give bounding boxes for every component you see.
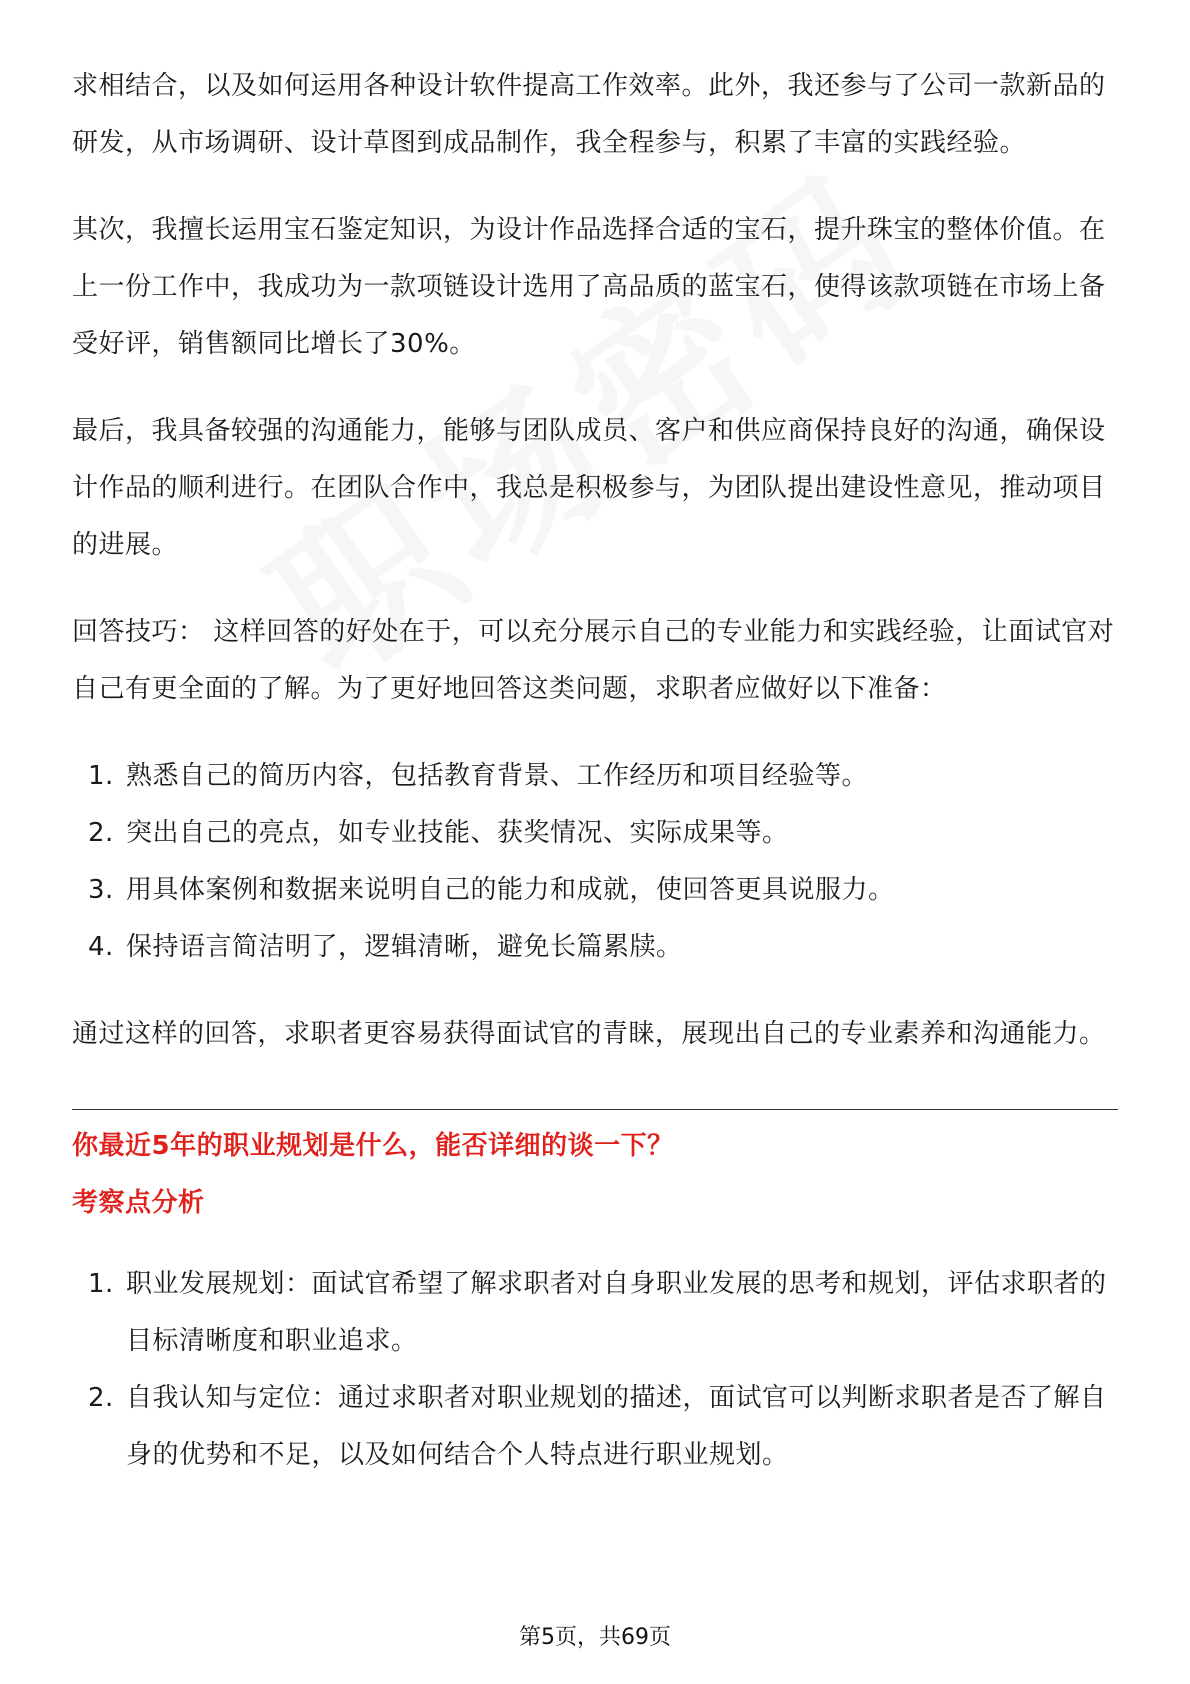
question-title: 你最近5年的职业规划是什么，能否详细的谈一下？ xyxy=(72,1131,674,1161)
paragraph-3: 最后，我具备较强的沟通能力，能够与团队成员、客户和供应商保持良好的沟通，确保设计作品的顺利进行。在团队合作中，我总是积极参与，为团队提出建设性意见，推动项目的进展。 xyxy=(72,416,1106,560)
list-item xyxy=(72,919,1118,976)
list-text: 突出自己的亮点，如专业技能、获奖情况、实际成果等。 xyxy=(126,818,789,848)
analysis-heading: 考察点分析 xyxy=(72,1188,205,1218)
list-text: 自我认知与定位：通过求职者对职业规划的描述，面试官可以判断求职者是否了解自身的优势和不足，以及如何结合个人特点进行职业规划。 xyxy=(126,1383,1107,1470)
list-text: 用具体案例和数据来说明自己的能力和成就，使回答更具说服力。 xyxy=(126,875,895,905)
list-item xyxy=(72,1370,1118,1484)
list-number: 1. xyxy=(88,761,114,791)
closing-paragraph: 通过这样的回答，求职者更容易获得面试官的青睐，展现出自己的专业素养和沟通能力。 xyxy=(72,1019,1106,1049)
paragraph-tips-intro: 回答技巧： 这样回答的好处在于，可以充分展示自己的专业能力和实践经验，让面试官对自己有更全面的了解。为了更好地回答这类问题，求职者应做好以下准备： xyxy=(72,617,1115,704)
list-text: 职业发展规划：面试官希望了解求职者对自身职业发展的思考和规划，评估求职者的目标清晰度和职业追求。 xyxy=(126,1269,1107,1356)
list-item xyxy=(72,748,1118,805)
list-number: 2. xyxy=(88,1383,114,1413)
list-number: 2. xyxy=(88,818,114,848)
page-footer: 第5页，共69页 xyxy=(519,1625,671,1650)
list-number: 3. xyxy=(88,875,114,905)
list-number: 1. xyxy=(88,1269,114,1299)
list-text: 熟悉自己的简历内容，包括教育背景、工作经历和项目经验等。 xyxy=(126,761,869,791)
analysis-list xyxy=(72,1256,1118,1484)
document-page xyxy=(72,58,1118,1514)
list-number: 4. xyxy=(88,932,114,962)
section-divider xyxy=(72,1109,1118,1110)
list-item xyxy=(72,1256,1118,1370)
list-item xyxy=(72,862,1118,919)
paragraph-1: 求相结合，以及如何运用各种设计软件提高工作效率。此外，我还参与了公司一款新品的研发，从市场调研、设计草图到成品制作，我全程参与，积累了丰富的实践经验。 xyxy=(72,71,1106,158)
tips-list xyxy=(72,748,1118,976)
list-item xyxy=(72,805,1118,862)
paragraph-2: 其次，我擅长运用宝石鉴定知识，为设计作品选择合适的宝石，提升珠宝的整体价值。在上一份工作中，我成功为一款项链设计选用了高品质的蓝宝石，使得该款项链在市场上备受好评，销售额同比增长了30%。 xyxy=(72,215,1106,359)
list-text: 保持语言简洁明了，逻辑清晰，避免长篇累牍。 xyxy=(126,932,683,962)
